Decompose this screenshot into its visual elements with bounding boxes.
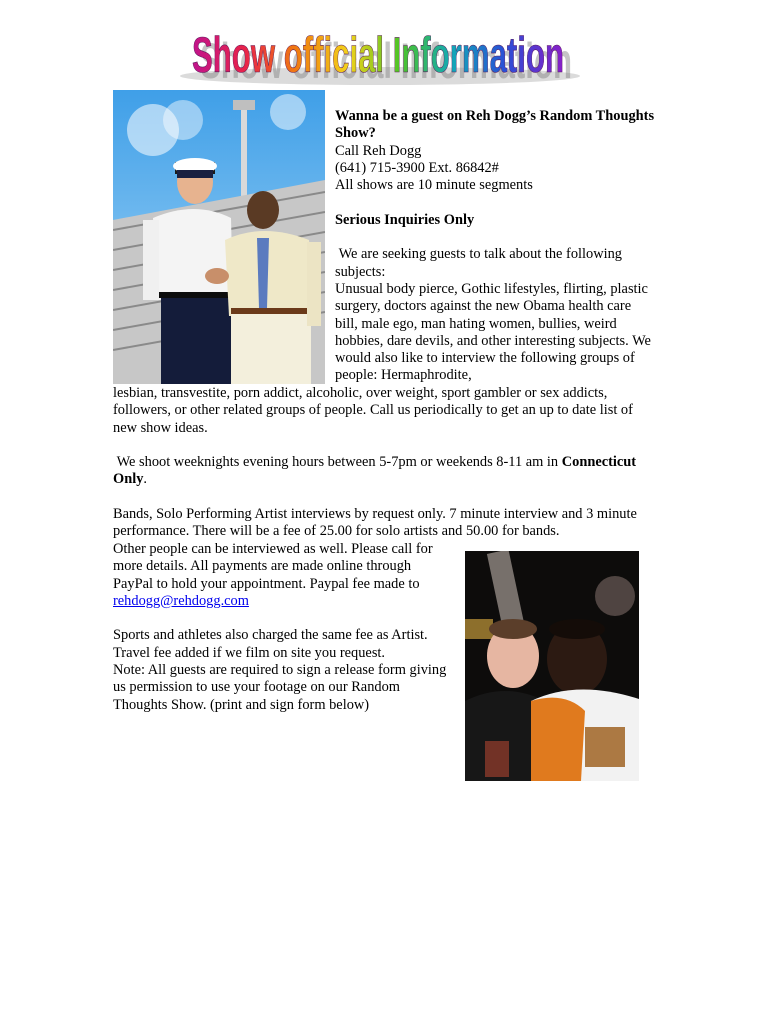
groups-block [113, 385, 653, 541]
subjects-list: Unusual body pierce, Gothic lifestyles, flirting, plastic surgery, doctors against the new Obama health care bill, male ego, man hating women, bullies, weird hobbies, dare devils, and other interesting subjects. We would also like to interview the following groups of people: Hermaphrodite, [335, 280, 651, 384]
wordart-title [170, 14, 590, 94]
groups-continuation: lesbian, transvestite, porn addict, alcoholic, over weight, sport gambler or sex addicts, followers, or other related groups of people. Call us periodically to get an up to date list of new show ideas. [113, 385, 633, 436]
phone-number: (641) 715-3900 Ext. 86842# [335, 159, 499, 176]
schedule-text: We shoot weeknights evening hours between 5-7pm or weekends 8-11 am in Connecticut Only. [113, 454, 640, 488]
payment-info: Other people can be interviewed as well. Please call for more details. All payments are made online through PayPal to hold your appointment. Paypal fee made to [113, 541, 433, 592]
seeking-intro: We are seeking guests to talk about the following subjects: [335, 246, 626, 280]
guest-heading: Wanna be a guest on Reh Dogg’s Random Thoughts Show? [335, 108, 655, 142]
segments-info: All shows are 10 minute segments [335, 177, 533, 194]
call-label: Call Reh Dogg [335, 142, 422, 159]
email-link[interactable]: rehdogg@rehdogg.com [113, 592, 249, 609]
photo-guests-night [465, 551, 639, 781]
svg-text:Show official Information: Show official Information [200, 33, 572, 89]
schedule-location: Connecticut Only [113, 454, 640, 488]
release-note: Note: All guests are required to sign a release form giving us permission to use your footage on our Random Thoughts Show. (print and sign form below) [113, 662, 447, 713]
sports-info: Sports and athletes also charged the same fee as Artist. Travel fee added if we film on site you request. [113, 627, 428, 661]
bands-info: Bands, Solo Performing Artist interviews by request only. 7 minute interview and 3 minute performance. There will be a fee of 25.00 for solo artists and 50.00 for bands. [113, 506, 637, 540]
serious-inquiries: Serious Inquiries Only [335, 211, 475, 228]
intro-block [335, 108, 655, 385]
schedule-hours: We shoot weeknights evening hours between 5-7pm or weekends 8-11 am in [113, 454, 559, 471]
photo-guests-handshake [113, 90, 325, 384]
title-banner [170, 14, 590, 94]
banner-title-text: Show official Information [192, 27, 564, 83]
payment-block [113, 541, 453, 714]
